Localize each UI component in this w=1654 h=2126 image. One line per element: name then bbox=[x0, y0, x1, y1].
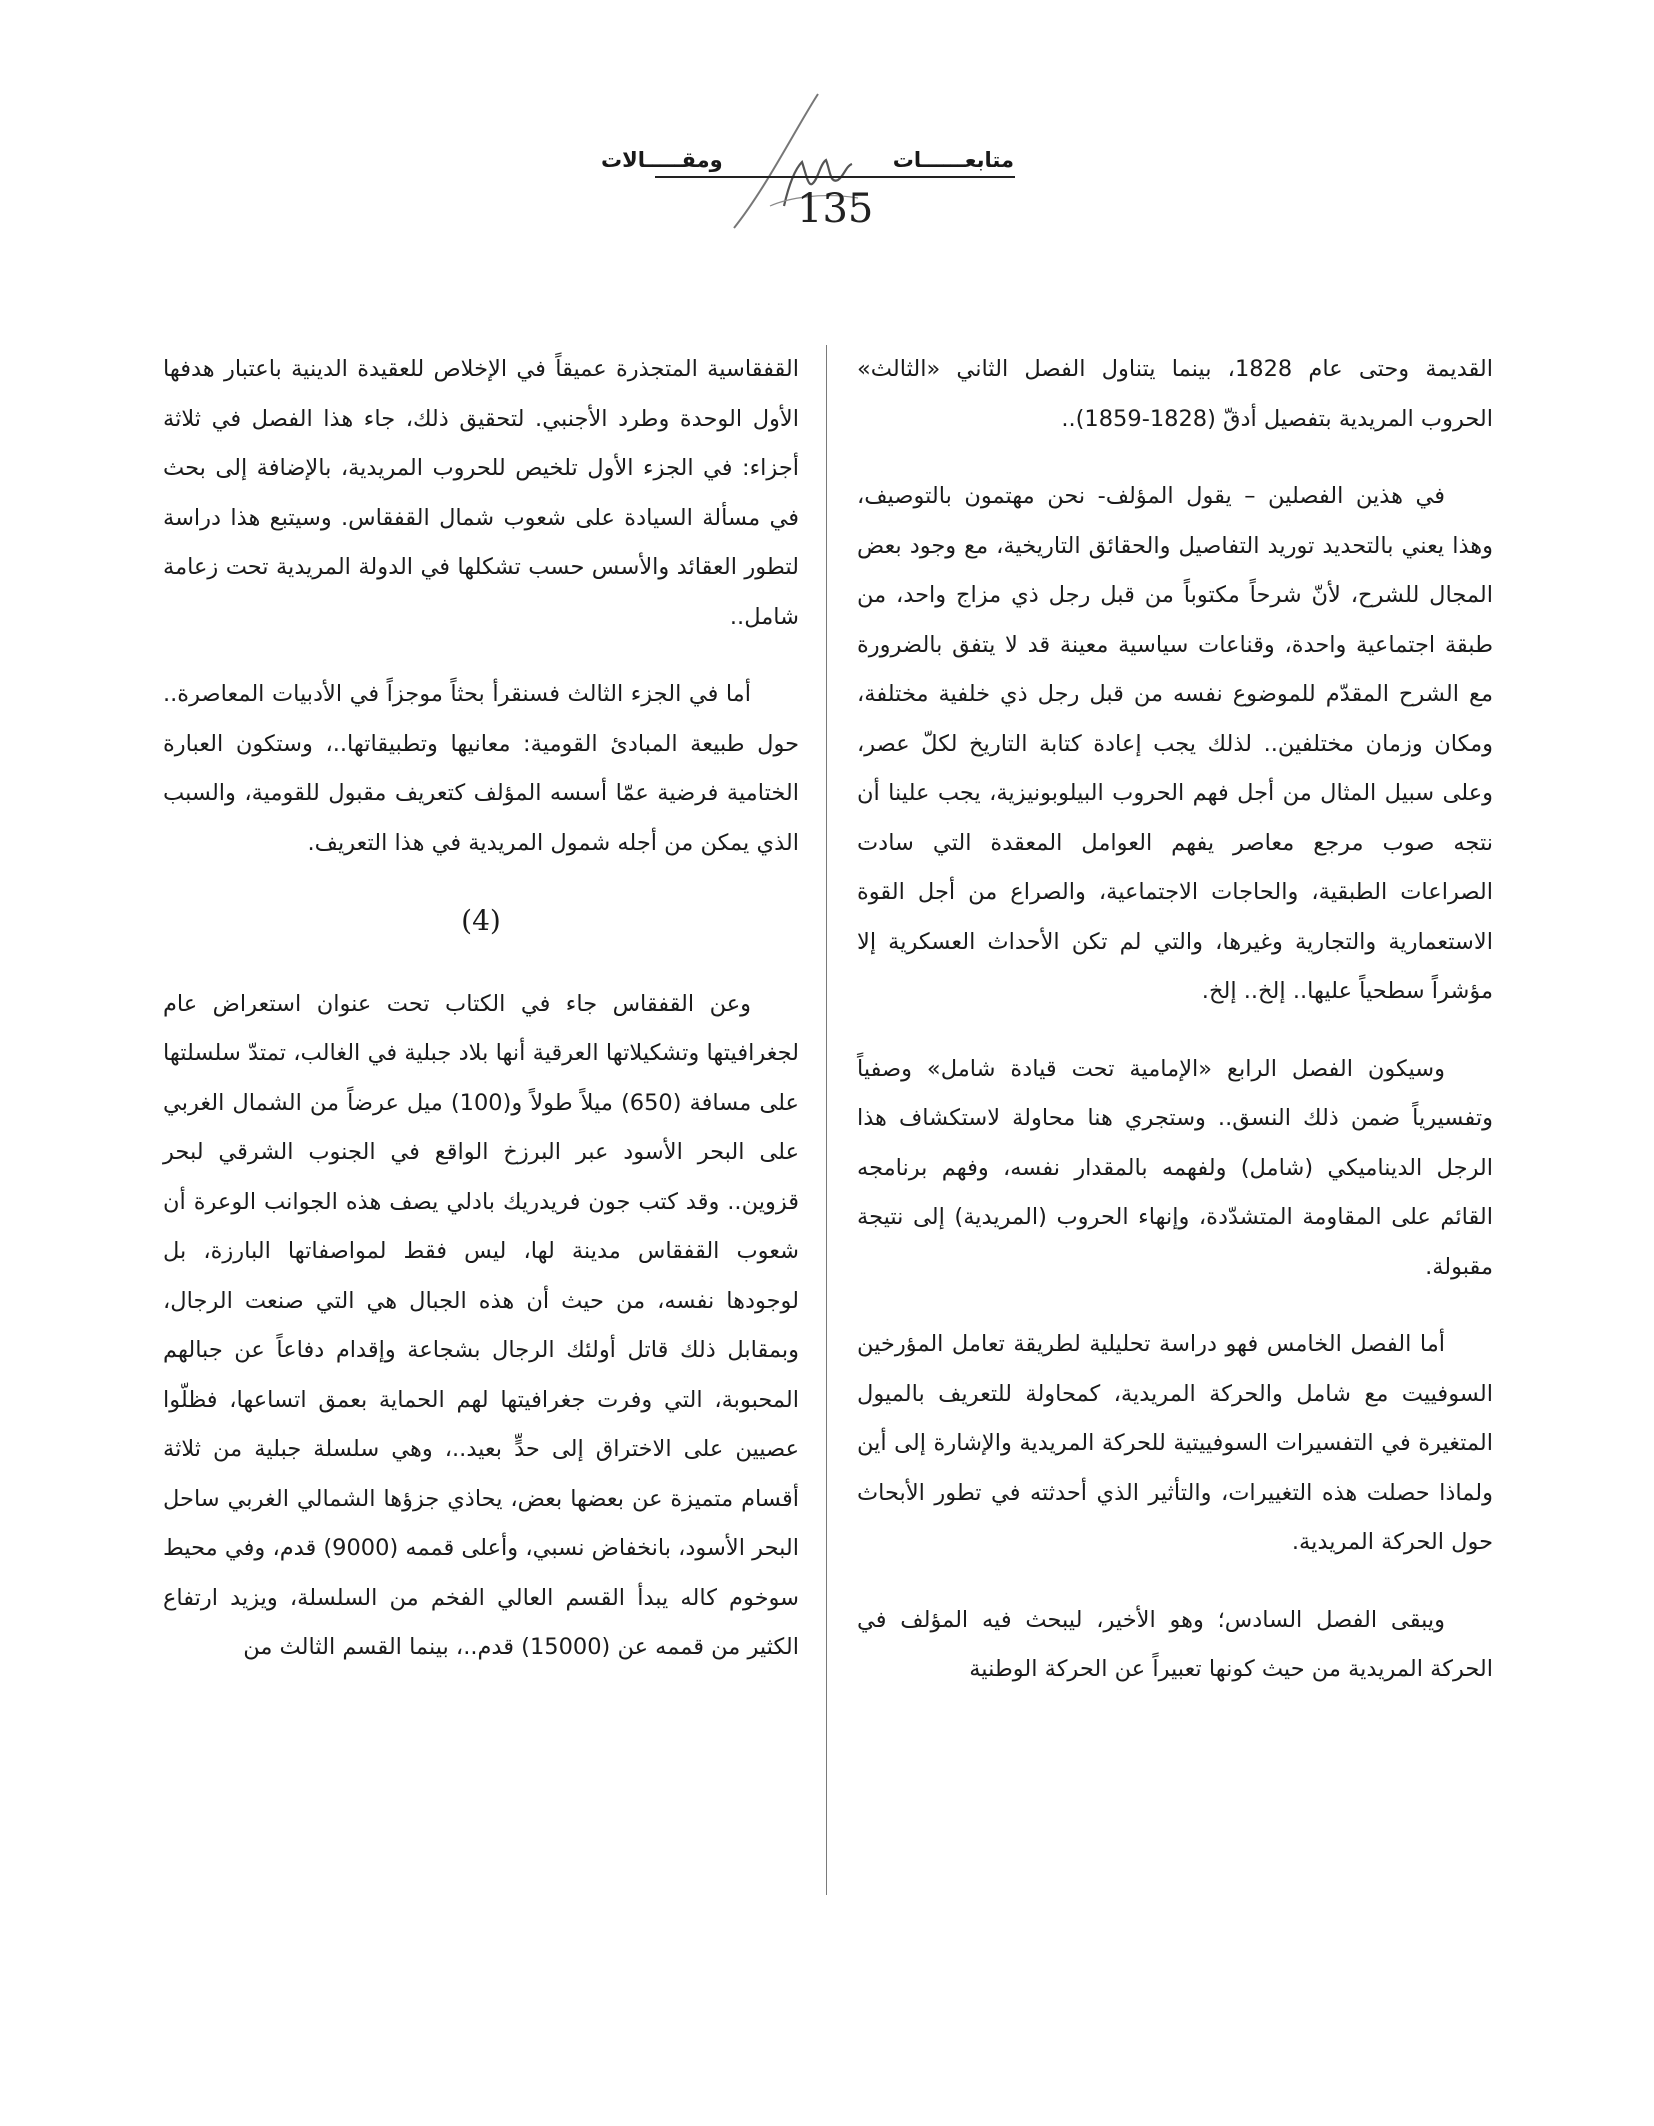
paragraph: ويبقى الفصل السادس؛ وهو الأخير، ليبحث فيه المؤلف في الحركة المريدية من حيث كونها تعبيراً عن الحركة الوطنية bbox=[857, 1606, 1493, 1682]
page-header bbox=[0, 0, 1654, 260]
paragraph: القفقاسية المتجذرة عميقاً في الإخلاص للعقيدة الدينية باعتبار هدفها الأول الوحدة وطرد الأجنبي. لتحقيق ذلك، جاء هذا الفصل في ثلاثة أجزاء: في الجزء الأول تلخيص للحروب المريدية، بالإضافة إلى بحث في مسألة السيادة على شعوب شمال القفقاس. وسيتبع هذا دراسة لتطور العقائد والأسس حسب تشكلها في الدولة المريدية تحت زعامة شامل.. bbox=[163, 356, 799, 630]
section-title bbox=[601, 148, 1014, 172]
section-number: (4) bbox=[461, 904, 501, 937]
section-title-part2: ومقـــــالات bbox=[601, 148, 723, 172]
left-column bbox=[163, 345, 799, 1701]
page-number: 135 bbox=[797, 186, 874, 232]
paragraph: أما الفصل الخامس فهو دراسة تحليلية لطريقة تعامل المؤرخين السوفييت مع شامل والحركة المريدية، كمحاولة للتعريف بالميول المتغيرة في التفسيرات السوفييتية للحركة المريدية والإشارة إلى أين ولماذا حصلت هذه التغييرات، والتأثير الذي أحدثته في تطور الأبحاث حول الحركة المريدية. bbox=[857, 1331, 1493, 1555]
paragraph: وسيكون الفصل الرابع «الإمامية تحت قيادة شامل» وصفياً وتفسيرياً ضمن ذلك النسق.. وستجري هنا محاولة لاستكشاف هذا الرجل الديناميكي (شامل) ولفهمه بالمقدار نفسه، وفهم برنامجه القائم على المقاومة المتشدّدة، وإنهاء الحروب (المريدية) إلى نتيجة مقبولة. bbox=[857, 1055, 1493, 1280]
paragraph: القديمة وحتى عام 1828، بينما يتناول الفصل الثاني «الثالث» الحروب المريدية بتفصيل أدقّ (1828-1859).. bbox=[857, 356, 1493, 432]
paragraph: أما في الجزء الثالث فسنقرأ بحثاً موجزاً في الأدبيات المعاصرة.. حول طبيعة المبادئ القومية: معانيها وتطبيقاتها..، وستكون العبارة الختامية فرضية عمّا أسسه المؤلف كتعريف مقبول للقومية، والسبب الذي يمكن من أجله شمول المريدية في هذا التعريف. bbox=[163, 681, 799, 856]
right-column bbox=[857, 345, 1493, 1723]
column-divider bbox=[826, 345, 827, 1895]
paragraph: في هذين الفصلين – يقول المؤلف- نحن مهتمون بالتوصيف، وهذا يعني بالتحديد توريد التفاصيل والحقائق التاريخية، مع وجود بعض المجال للشرح، لأنّ شرحاً مكتوباً من قبل رجل ذي مزاج واحد، من طبقة اجتماعية واحدة، وقناعات سياسية معينة قد لا يتفق بالضرورة مع الشرح المقدّم للموضوع نفسه من قبل رجل ذي خلفية مختلفة، ومكان وزمان مختلفين.. لذلك يجب إعادة كتابة التاريخ لكلّ عصر، وعلى سبيل المثال من أجل فهم الحروب البيلوبونيزية، يجب علينا أن نتجه صوب مرجع معاصر يفهم العوامل المعقدة التي سادت الصراعات الطبقية، والحاجات الاجتماعية، والصراع من أجل القوة الاستعمارية والتجارية وغيرها، والتي لم تكن الأحداث العسكرية إلا مؤشراً سطحياً عليها.. إلخ.. إلخ. bbox=[857, 483, 1493, 1004]
header-rule bbox=[655, 176, 1015, 178]
section-title-part1: متابعــــــات bbox=[892, 148, 1014, 172]
paragraph: وعن القفقاس جاء في الكتاب تحت عنوان استعراض عام لجغرافيتها وتشكيلاتها العرقية أنها بلاد جبلية في الغالب، تمتدّ سلسلتها على مسافة (650) ميلاً طولاً و(100) ميل عرضاً من الشمال الغربي على البحر الأسود عبر البرزخ الواقع في الجنوب الشرقي لبحر قزوين.. وقد كتب جون فريدريك بادلي يصف هذه الجوانب الوعرة أن شعوب القفقاس مدينة لها، ليس فقط لمواصفاتها البارزة، بل لوجودها نفسه، من حيث أن هذه الجبال هي التي صنعت الرجال، وبمقابل ذلك قاتل أولئك الرجال بشجاعة وإقدام دفاعاً عن جبالهم المحبوبة، التي وفرت جغرافيتها لهم الحماية بعمق اتساعها، فظلّوا عصيين على الاختراق إلى حدٍّ بعيد..، وهي سلسلة جبلية من ثلاثة أقسام متميزة عن بعضها بعض، يحاذي جزؤها الشمالي الغربي ساحل البحر الأسود، بانخفاض نسبي، وأعلى قممه (9000) قدم، وفي محيط سوخوم كاله يبدأ القسم العالي الفخم من السلسلة، ويزيد ارتفاع الكثير من قممه عن (15000) قدم..، بينما القسم الثالث من bbox=[163, 990, 800, 1660]
